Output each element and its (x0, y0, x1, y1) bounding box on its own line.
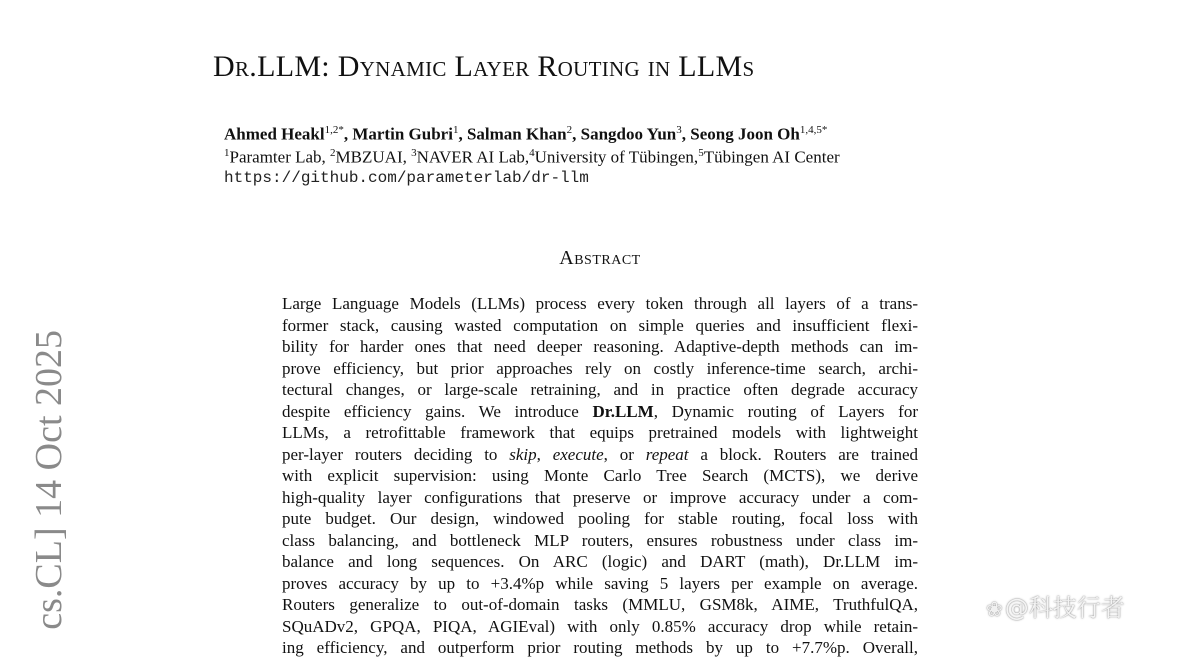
abstract-line: former stack, causing wasted computation on simple queries and insufficient flexi- (282, 315, 918, 335)
watermark (986, 588, 1125, 623)
paper-title: Dr.LLM: Dynamic Layer Routing in LLMs (213, 50, 755, 83)
abstract-line: class balancing, and bottleneck MLP routers, ensures robustness under class im- (282, 530, 918, 550)
author-separator: , (681, 124, 686, 144)
author-name: Salman Khan (466, 124, 567, 144)
author-separator: , (343, 124, 349, 144)
abstract-line: despite efficiency gains. We introduce Dr.LLM, Dynamic routing of Layers for (282, 401, 918, 421)
abstract-line: tectural changes, or large-scale retraining, and in practice often degrade accuracy (282, 380, 918, 399)
abstract-heading: Abstract (559, 247, 641, 269)
abstract-line: SQuADv2, GPQA, PIQA, AGIEval) with only 0.85% accuracy drop while retain- (282, 616, 918, 636)
author-name: Sangdoo Yun (580, 124, 677, 144)
abstract-line: pute budget. Our design, windowed pooling for stable routing, focal loss with (282, 509, 918, 528)
abstract-line: prove efficiency, but prior approaches rely on costly inference-time search, archi- (282, 358, 918, 378)
affiliation-sup: 3 (411, 147, 417, 159)
author-list (224, 124, 827, 145)
abstract-line: LLMs, a retrofittable framework that equips pretrained models with lightweight (282, 423, 918, 442)
author-separator: , (572, 124, 577, 144)
abstract-line: high-quality layer configurations that preserve or improve accuracy under a com- (282, 487, 918, 507)
arxiv-stamp-text: cs.CL] 14 Oct 2025 (28, 330, 70, 630)
repository-link[interactable]: https://github.com/parameterlab/dr-llm (224, 169, 589, 187)
abstract-line: ing efficiency, and outperform prior routing methods by up to +7.7%p. Overall, (282, 638, 918, 657)
paw-icon: ❀ (986, 597, 1003, 621)
affiliation-sup: 4 (529, 147, 535, 159)
author-affil-sup: 1,4,5* (799, 124, 828, 136)
watermark-text: @科技行者 (1004, 594, 1125, 622)
abstract-body (282, 293, 918, 659)
author-separator: , (458, 124, 463, 144)
affiliation-list (224, 147, 840, 168)
author-name: Ahmed Heakl (224, 124, 325, 144)
author-affil-sup: 3 (676, 124, 682, 136)
author-name: Seong Joon Oh (690, 124, 800, 144)
abstract-line: bility for harder ones that need deeper reasoning. Adaptive-depth methods can im- (282, 337, 918, 356)
affiliation-name: Tübingen AI Center (703, 147, 840, 167)
abstract-line: per-layer routers deciding to skip, execute, or repeat a block. Routers are trained (282, 444, 918, 464)
affiliation-name: NAVER AI Lab, (416, 147, 530, 167)
affiliation-name: Paramter Lab, (229, 147, 326, 167)
author-name: Martin Gubri (352, 124, 453, 144)
author-affil-sup: 1 (452, 124, 459, 136)
affiliation-sup: 1 (224, 147, 230, 159)
affiliation-sup: 5 (698, 147, 704, 159)
affiliation-name: MBZUAI, (335, 147, 407, 167)
author-affil-sup: 2 (566, 124, 573, 136)
arxiv-stamp (27, 330, 75, 660)
affiliation-sup: 2 (330, 147, 336, 159)
abstract-line: with explicit supervision: using Monte Carlo Tree Search (MCTS), we derive (282, 466, 918, 485)
author-affil-sup: 1,2* (324, 124, 344, 136)
affiliation-name: University of Tübingen, (534, 147, 699, 167)
abstract-line: proves accuracy by up to +3.4%p while saving 5 layers per example on average. (282, 573, 918, 593)
abstract-line: Large Language Models (LLMs) process every token through all layers of a trans- (282, 294, 918, 313)
abstract-line: Routers generalize to out-of-domain tasks (MMLU, GSM8k, AIME, TruthfulQA, (282, 595, 918, 614)
abstract-line: balance and long sequences. On ARC (logic) and DART (math), Dr.LLM im- (282, 552, 918, 571)
